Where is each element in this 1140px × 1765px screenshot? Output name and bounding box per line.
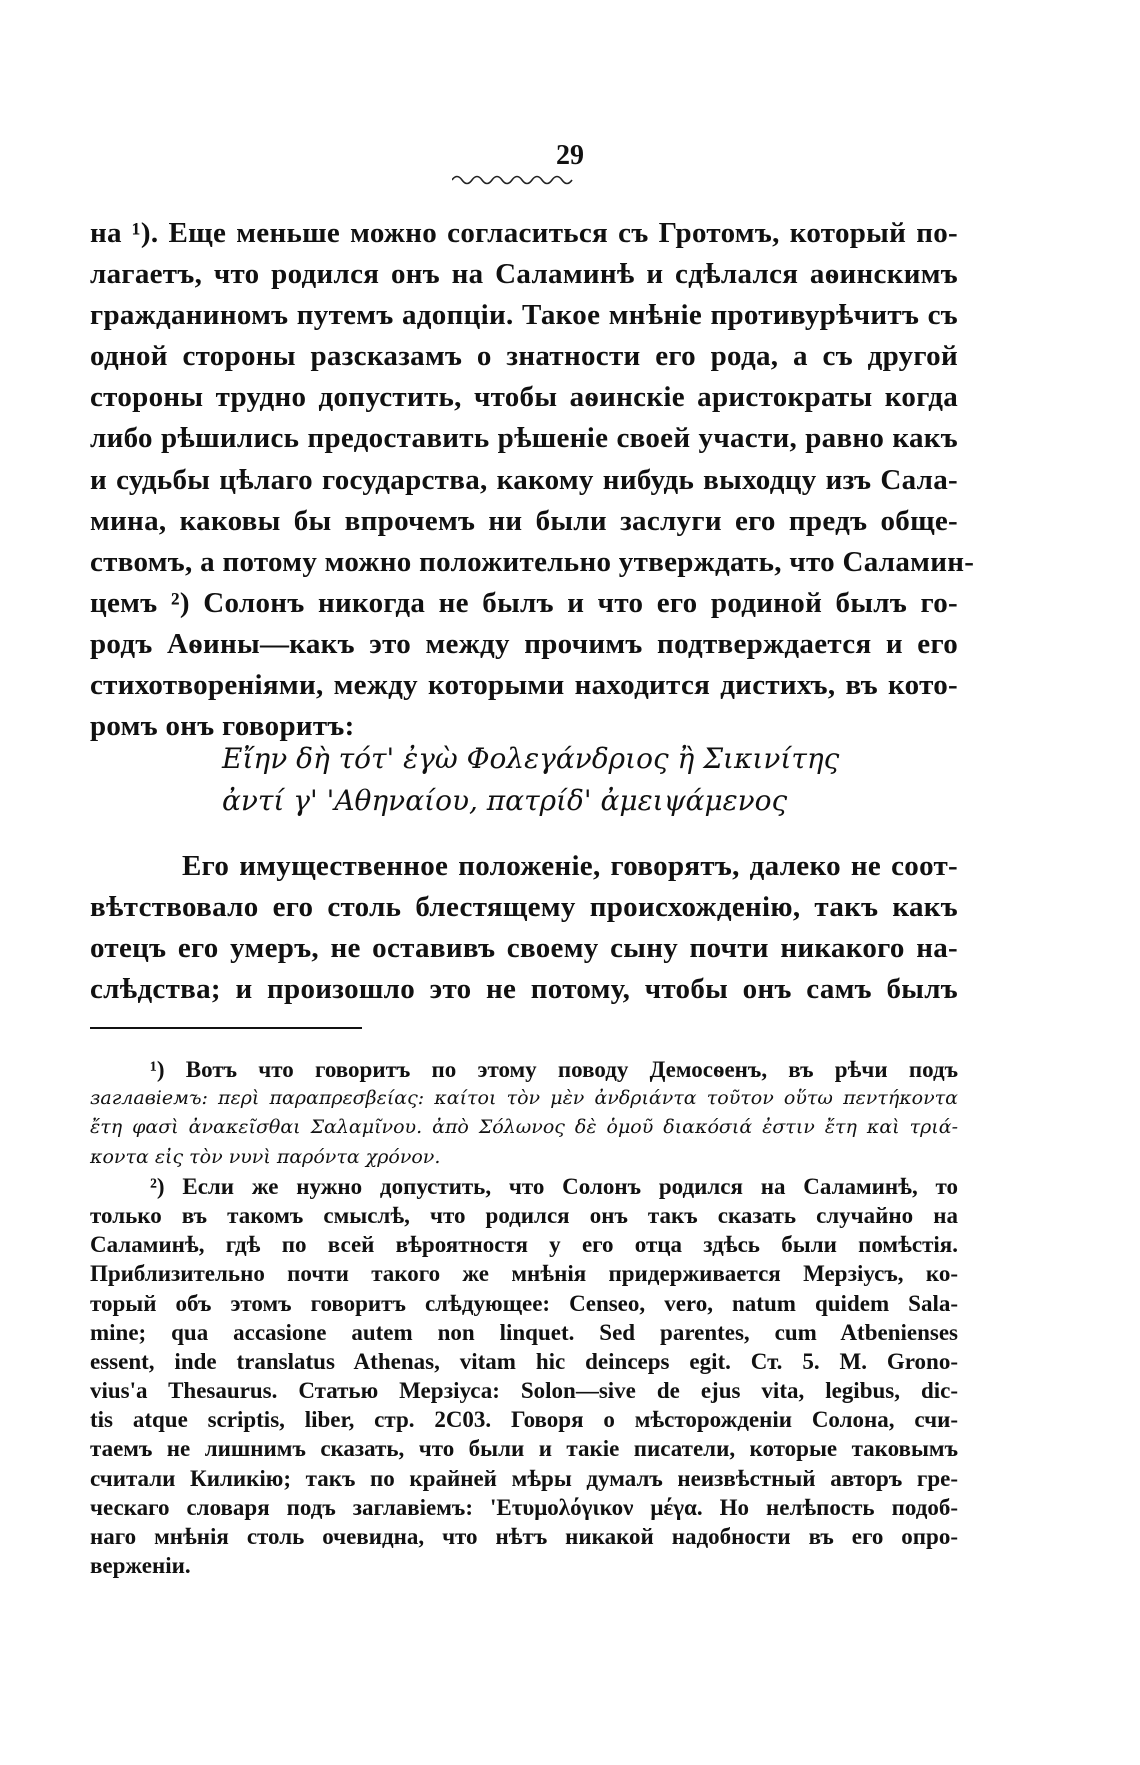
footnote-1-line: ἔτη φασὶ ἀνακεῖσθαι Σαλαμῖνου. ἀπὸ Σόλωνος δὲ ὁμοῦ διακόσιά ἐστιν ἔτη καὶ τριά- [90,1116,958,1139]
text-line: родъ Аѳины—какъ это между прочимъ подтверждается и его [90,627,958,660]
footnote-1-line: κοντα εἰς τὸν νυνὶ παρόντα χρόνον. [90,1145,441,1168]
footnote-2-line: tis atque scriptis, liber, стр. 2С03. Говоря о мѣсторожденіи Солона, счи- [90,1407,958,1433]
text-line: отецъ его умеръ, не оставивъ своему сыну почти никакого на- [90,932,958,965]
footnote-2-line: торый объ этомъ говоритъ слѣдующее: Censeo, vero, natum quidem Sala- [90,1290,958,1316]
text-line: стороны трудно допустить, чтобы аѳинскіе аристократы когда [90,381,958,414]
text-line: либо рѣшились предоставить рѣшеніе своей участи, равно какъ [90,422,958,455]
footnote-2-line: vius'a Thesaurus. Статью Мерзіуса: Solon—sive de ejus vita, legibus, dic- [90,1378,958,1404]
text-line: и судьбы цѣлаго государства, какому нибудь выходцу изъ Сала- [90,463,958,496]
footnote-2-line: считали Киликію; такъ по крайней мѣры думалъ неизвѣстный авторъ гре- [90,1465,958,1491]
main-text [90,213,975,747]
footnote-separator [90,1027,362,1029]
footnote-1-line: ¹) Вотъ что говоритъ по этому поводу Демосѳенъ, въ рѣчи подъ [150,1057,958,1082]
text-line: Его имущественное положеніе, говорятъ, далеко не соот- [182,850,958,882]
footnote-2-line: только въ такомъ смыслѣ, что родился онъ такъ сказать случайно на [90,1202,958,1228]
wavy-ornament [452,172,574,186]
text-line: лагаетъ, что родился онъ на Саламинѣ и сдѣлался аѳинскимъ [90,258,958,291]
footnote-2-line: ²) Если же нужно допустить, что Солонъ родился на Саламинѣ, то [150,1173,958,1199]
footnote-2-line: верженіи. [90,1553,191,1579]
text-line: на ¹). Еще меньше можно согласиться съ Гротомъ, который по- [90,217,958,249]
footnote-2-line: ческаго словаря подъ заглавіемъ: 'Ετυμολόγικον μέγα. Но нелѣпость подоб- [90,1494,958,1520]
footnotes [90,1055,958,1580]
footnote-2-line: наго мнѣнія столь очевидна, что нѣтъ никакой надобности въ его опро- [90,1524,958,1549]
footnote-2-line: essent, inde translatus Athenas, vitam hic deinceps egit. Ст. 5. М. Grono- [90,1348,958,1374]
greek-verse [222,738,922,822]
paragraph-2 [90,846,958,1010]
text-line: ствомъ, а потому можно положительно утверждать, что Саламин- [90,545,975,578]
verse-line: Εἴην δὴ τότ' ἐγὼ Φολεγάνδριος ἢ Σικινίτης [222,742,840,775]
text-line: стихотвореніями, между которыми находится дистихъ, въ кото- [90,669,958,702]
text-line: ромъ онъ говоритъ: [90,710,355,743]
footnote-2-line: Саламинѣ, гдѣ по всей вѣроятностя у его отца здѣсь были помѣстія. [90,1232,958,1258]
verse-line: ἀντί γ' 'Αθηναίου, πατρίδ' ἀμειψάμενος [222,784,788,817]
text-line: вѣтствовало его столь блестящему происхожденію, такъ какъ [90,891,958,924]
footnote-1-line: заглавіемъ: περὶ παραπρεσβείας: καίτοι τὸν μὲν ἀνδριάντα τοῦτον οὕτω πεντήκοντα [90,1087,958,1110]
footnote-2-line: таемъ не лишнимъ сказать, что были и такіе писатели, которые таковымъ [90,1436,958,1462]
text-line: слѣдства; и произошло это не потому, чтобы онъ самъ былъ [90,973,958,1006]
text-line: одной стороны разсказамъ о знатности его рода, а съ другой [90,340,958,373]
page-number: 29 [556,140,584,171]
text-line: цемъ ²) Солонъ никогда не былъ и что его родиной былъ го- [90,586,958,619]
footnote-2-line: Приблизительно почти такого же мнѣнія придерживается Мерзіусъ, ко- [90,1261,958,1287]
footnote-2-line: mine; qua accasione autem non linquet. Sed parentes, cum Atbenienses [90,1319,958,1345]
text-line: мина, каковы бы впрочемъ ни были заслуги его предъ обще- [90,504,958,537]
text-line: гражданиномъ путемъ адопціи. Такое мнѣніе противурѣчитъ съ [90,299,958,332]
